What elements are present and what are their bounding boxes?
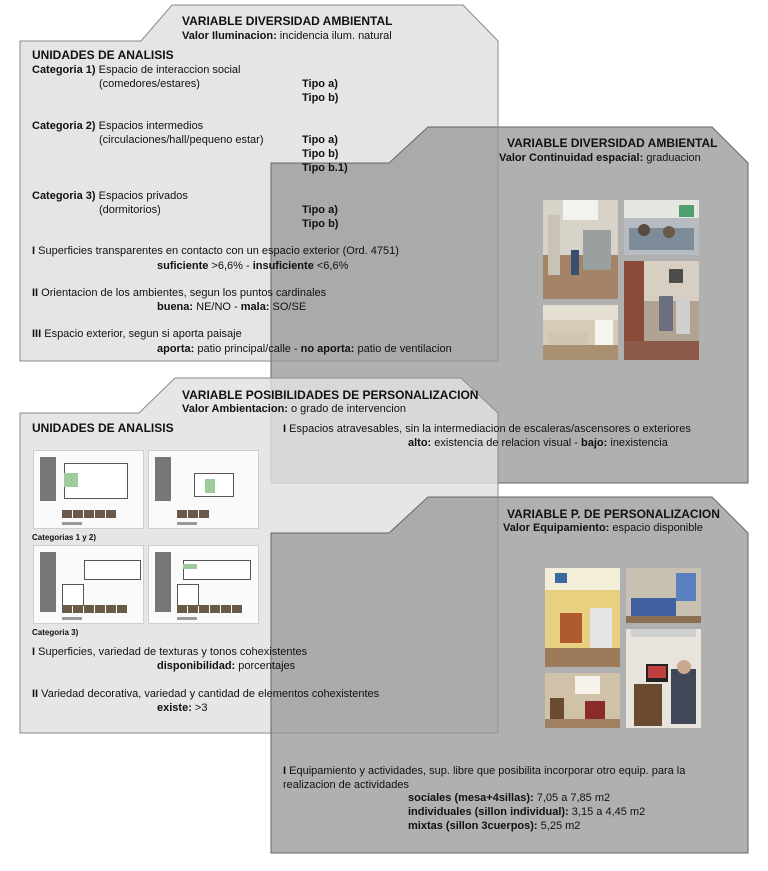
cat1-tipo-b: Tipo b) [302, 92, 339, 104]
criteria-good-label: aporta: [157, 343, 195, 355]
continuidad-heading: VARIABLE DIVERSIDAD AMBIENTAL [507, 136, 718, 150]
item3-num: III [32, 328, 42, 340]
equipamiento-valor-text: espacio disponible [609, 522, 703, 534]
continuidad-photo-corridor [543, 200, 618, 299]
ambientacion-item2-num: II [32, 688, 39, 700]
ambientacion-valor-text: o grado de intervencion [287, 403, 406, 415]
criteria-bad-label: bajo: [581, 437, 608, 449]
equipamiento-heading: VARIABLE P. DE PERSONALIZACION [507, 507, 720, 521]
criteria-bad-text: SO/SE [269, 301, 307, 313]
iluminacion-cat1 [32, 64, 241, 77]
criteria-bad-text: <6,6% [313, 260, 349, 272]
criteria-bad-label: no aporta: [300, 343, 355, 355]
cat2-tipo-a: Tipo a) [302, 134, 338, 146]
criteria-bad-text: patio de ventilacion [354, 343, 452, 355]
criteria-good-label: suficiente [157, 260, 209, 272]
continuidad-item-1-criteria [408, 437, 668, 450]
equipamiento-photo-tv [626, 629, 701, 728]
equipamiento-photo-room [545, 568, 620, 667]
continuidad-item-1 [283, 423, 691, 436]
ambientacion-item-1 [32, 646, 307, 659]
item1-num: I [32, 245, 36, 257]
cat3-tipo-a: Tipo a) [302, 204, 338, 216]
criteria-label: existe: [157, 702, 192, 714]
criteria-value: porcentajes [235, 660, 296, 672]
cat2-tipo-b1: Tipo b.1) [302, 162, 348, 174]
row-label: sociales (mesa+4sillas): [408, 792, 534, 804]
equipamiento-photo-sitting [545, 673, 620, 728]
iluminacion-item-2-criteria [157, 301, 306, 314]
iluminacion-cat2 [32, 120, 203, 133]
criteria-good-text: existencia de relacion visual - [431, 437, 582, 449]
criteria-good-text: patio principal/calle - [194, 343, 301, 355]
iluminacion-valor-text: incidencia ilum. natural [276, 30, 392, 42]
cat2-tipo-b: Tipo b) [302, 148, 339, 160]
cats12-caption: Categorias 1 y 2) [32, 533, 97, 542]
equipamiento-row-mixtas [408, 820, 580, 833]
continuidad-photo-dining [624, 200, 699, 255]
equipamiento-item1-num: I [283, 765, 287, 777]
equipamiento-row-individuales [408, 806, 645, 819]
ambientacion-item-2-criteria [157, 702, 207, 715]
iluminacion-item-1 [32, 245, 399, 258]
item1-text: Superficies transparentes en contacto con un espacio exterior (Ord. 4751) [35, 245, 399, 257]
iluminacion-heading: VARIABLE DIVERSIDAD AMBIENTAL [182, 14, 393, 28]
equipamiento-valor [503, 522, 703, 535]
item2-num: II [32, 287, 39, 299]
cat3-caption: Categoria 3) [32, 628, 79, 637]
cat1-text: Espacio de interaccion social [95, 64, 241, 76]
criteria-good-text: NE/NO - [193, 301, 241, 313]
continuidad-valor [499, 152, 701, 165]
plan-thumbnail-3 [33, 545, 144, 624]
iluminacion-item-2 [32, 287, 326, 300]
cat1-label: Categoria 1) [32, 64, 96, 76]
equipamiento-item-1 [283, 765, 685, 778]
continuidad-item1-num: I [283, 423, 287, 435]
ambientacion-unidades-title: UNIDADES DE ANALISIS [32, 421, 174, 435]
ambientacion-item-1-criteria [157, 660, 295, 673]
row-value: 5,25 m2 [537, 820, 581, 832]
ambientacion-heading: VARIABLE POSIBILIDADES DE PERSONALIZACION [182, 388, 479, 402]
row-label: individuales (sillon individual): [408, 806, 569, 818]
cat2-label: Categoria 2) [32, 120, 96, 132]
continuidad-valor-text: graduacion [643, 152, 701, 164]
iluminacion-item-1-criteria [157, 260, 348, 273]
ambientacion-item1-num: I [32, 646, 36, 658]
iluminacion-item-3 [32, 328, 242, 341]
ambientacion-valor [182, 403, 406, 416]
equipamiento-item-1-line2: realizacion de actividades [283, 779, 409, 791]
row-value: 3,15 a 4,45 m2 [568, 806, 646, 818]
cat3-label: Categoria 3) [32, 190, 96, 202]
equipamiento-row-sociales [408, 792, 610, 805]
continuidad-valor-label: Valor Continuidad espacial: [499, 152, 644, 164]
cat3-text: Espacios privados [95, 190, 188, 202]
ambientacion-valor-label: Valor Ambientacion: [182, 403, 288, 415]
equipamiento-item1-text-line1: Equipamiento y actividades, sup. libre que posibilita incorporar otro equip. para la [286, 765, 686, 777]
cat1-tipo-a: Tipo a) [302, 78, 338, 90]
row-label: mixtas (sillon 3cuerpos): [408, 820, 538, 832]
plan-thumbnail-2 [148, 450, 259, 529]
criteria-good-label: alto: [408, 437, 432, 449]
criteria-bad-label: insuficiente [252, 260, 314, 272]
equipamiento-photo-bedroom [626, 568, 701, 623]
plan-thumbnail-1 [33, 450, 144, 529]
iluminacion-cat3 [32, 190, 188, 203]
criteria-good-label: buena: [157, 301, 194, 313]
criteria-value: >3 [191, 702, 208, 714]
ambientacion-item1-text: Superficies, variedad de texturas y tonos cohexistentes [35, 646, 308, 658]
row-value: 7,05 a 7,85 m2 [533, 792, 611, 804]
iluminacion-item-3-criteria [157, 343, 452, 356]
iluminacion-valor-label: Valor Iluminacion: [182, 30, 277, 42]
criteria-bad-label: mala: [240, 301, 270, 313]
cat3-tipo-b: Tipo b) [302, 218, 339, 230]
cat2-text: Espacios intermedios [95, 120, 204, 132]
criteria-bad-text: inexistencia [607, 437, 668, 449]
criteria-good-text: >6,6% - [208, 260, 253, 272]
continuidad-photo-hall [543, 305, 618, 360]
cat1-sub: (comedores/estares) [99, 78, 200, 90]
item3-text: Espacio exterior, segun si aporta paisaje [41, 328, 242, 340]
iluminacion-unidades-title: UNIDADES DE ANALISIS [32, 48, 174, 62]
ambientacion-item2-text: Variedad decorativa, variedad y cantidad de elementos cohexistentes [38, 688, 380, 700]
cat2-sub: (circulaciones/hall/pequeno estar) [99, 134, 264, 146]
criteria-label: disponibilidad: [157, 660, 236, 672]
iluminacion-valor [182, 30, 392, 43]
ambientacion-item-2 [32, 688, 379, 701]
item2-text: Orientacion de los ambientes, segun los puntos cardinales [38, 287, 327, 299]
equipamiento-valor-label: Valor Equipamiento: [503, 522, 610, 534]
plan-thumbnail-4 [148, 545, 259, 624]
continuidad-photo-lounge [624, 261, 699, 360]
continuidad-item1-text: Espacios atravesables, sin la intermediacion de escaleras/ascensores o exteriores [286, 423, 691, 435]
cat3-sub: (dormitorios) [99, 204, 161, 216]
